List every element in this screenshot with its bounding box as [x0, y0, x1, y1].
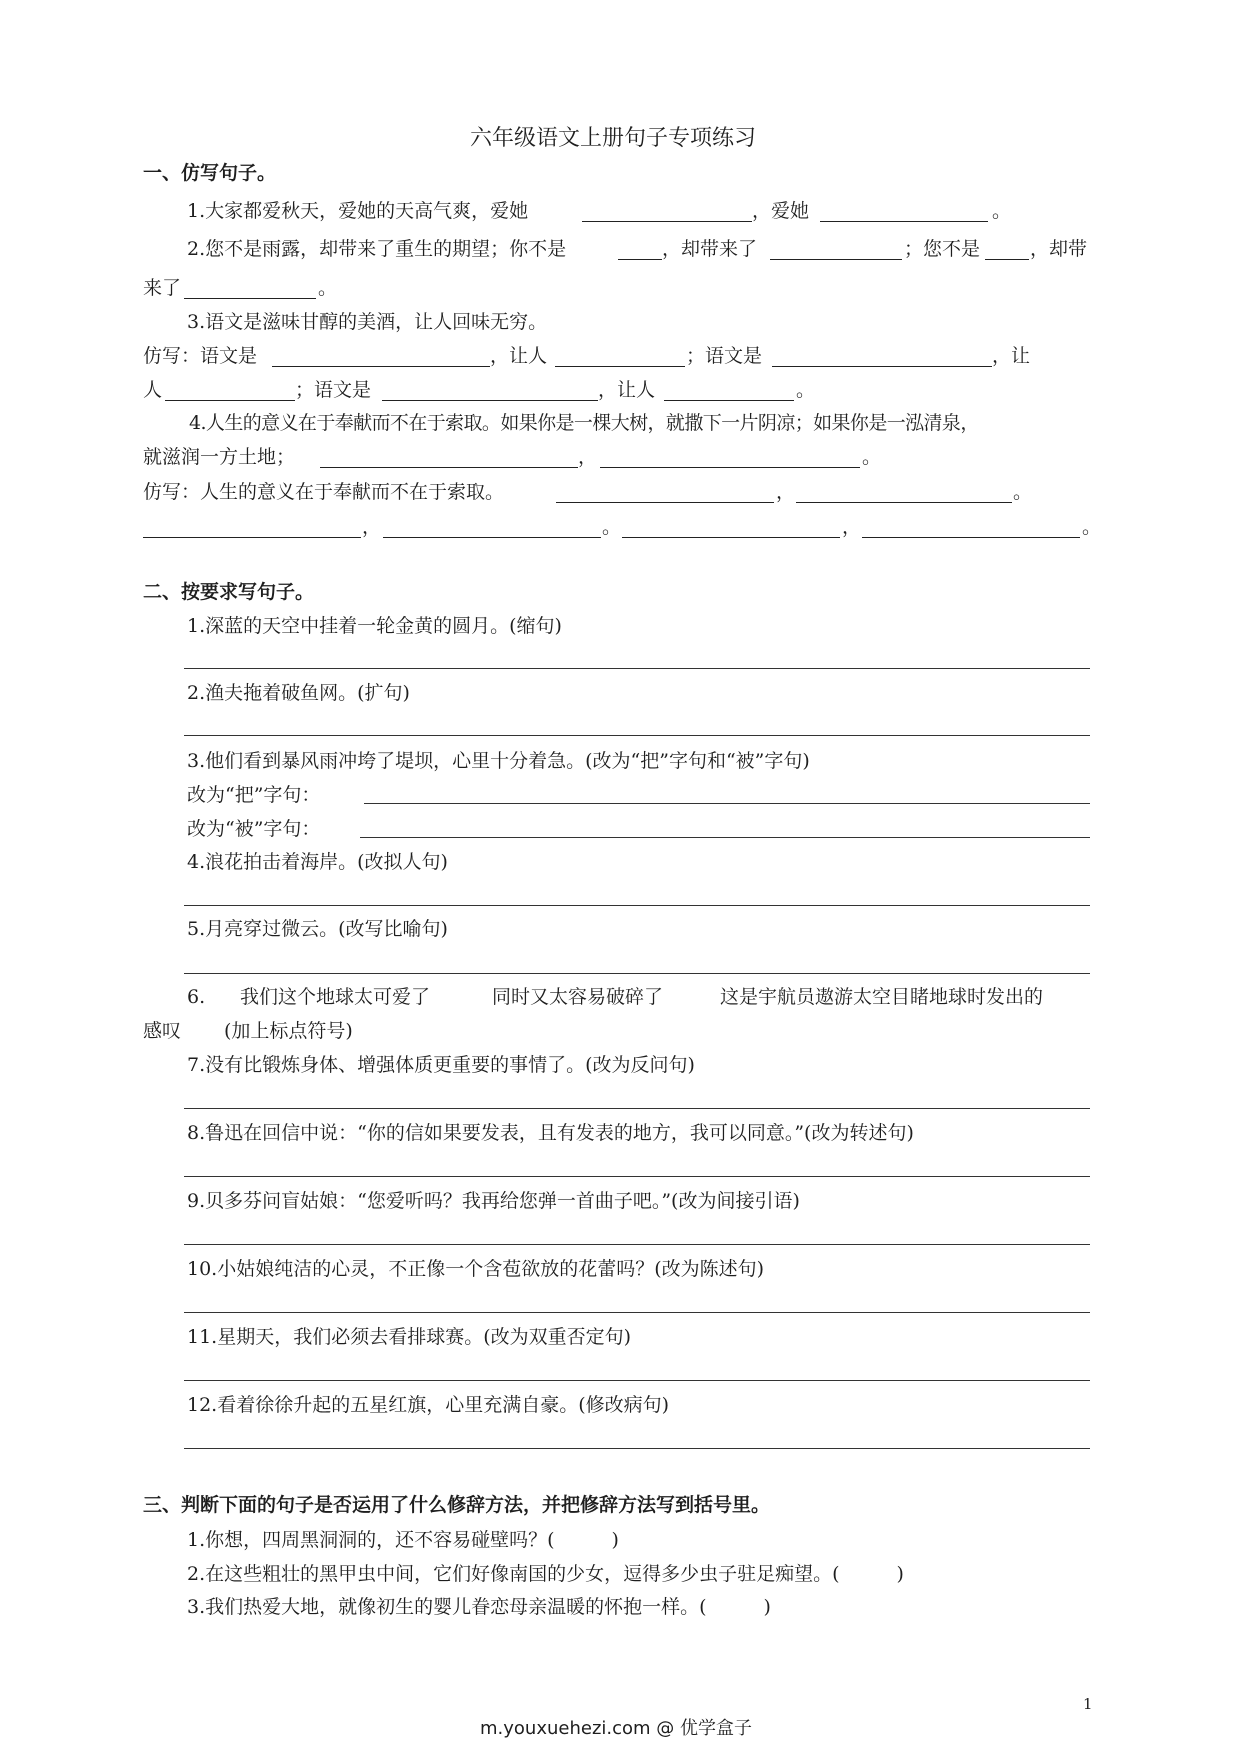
- s1-q4-l2c: 。: [862, 446, 882, 468]
- s1-q4-l4a: ，: [362, 516, 382, 538]
- section-3-heading: 三、判断下面的句子是否运用了什么修辞方法，并把修辞方法写到括号里。: [143, 1494, 771, 1516]
- s2-q8-text: 8.鲁迅在回信中说：“你的信如果要发表，且有发表的地方，我可以同意。”(改为转述句): [187, 1122, 914, 1144]
- page-title: 六年级语文上册句子专项练习: [470, 126, 757, 151]
- s3-q1-text: 1.你想，四周黑洞洞的，还不容易碰壁吗？( ): [187, 1529, 619, 1551]
- s3-q3-text: 3.我们热爱大地，就像初生的婴儿眷恋母亲温暖的怀抱一样。( ): [187, 1596, 771, 1618]
- s1-q4-l2b: ，: [578, 446, 598, 468]
- s1-q4-l4c: ，: [842, 516, 862, 538]
- s2-q10-text: 10.小姑娘纯洁的心灵，不正像一个含苞欲放的花蕾吗？(改为陈述句): [187, 1258, 765, 1280]
- s1-q4-l1: 4.人生的意义在于奉献而不在于索取。如果你是一棵大树，就撒下一片阴凉；如果你是一泓清泉，: [189, 412, 979, 434]
- s1-q4-l2a: 就滋润一方土地；: [143, 446, 296, 468]
- s1-q2-blank-2[interactable]: [770, 259, 902, 260]
- s1-q3-blank-3[interactable]: [772, 366, 992, 367]
- s1-q3-l2a: 人: [143, 379, 163, 401]
- s2-q9-answer-line[interactable]: [184, 1244, 1090, 1245]
- s2-q4-text: 4.浪花拍击着海岸。(改拟人句): [187, 851, 448, 873]
- s2-q2-text: 2.渔夫拖着破鱼网。(扩句): [187, 682, 410, 704]
- s1-q4-blank-7[interactable]: [622, 537, 840, 538]
- s1-q2-text-c: ；您不是: [904, 238, 981, 260]
- s2-q3a-label: 改为“把”字句：: [187, 784, 321, 806]
- s1-q3-l2d: 。: [796, 379, 816, 401]
- s2-q6-part-d: 感叹: [143, 1020, 182, 1042]
- s1-q4-l3b: ，: [776, 481, 796, 503]
- s3-q2-text: 2.在这些粗壮的黑甲虫中间，它们好像南国的少女，逗得多少虫子驻足痴望。( ): [187, 1563, 904, 1585]
- s2-q6-instruction: (加上标点符号): [224, 1020, 353, 1042]
- s1-q4-blank-6[interactable]: [383, 537, 601, 538]
- s1-q4-blank-5[interactable]: [143, 537, 361, 538]
- s2-q6-part-b: 同时又太容易破碎了: [492, 986, 664, 1008]
- s1-q4-l3c: 。: [1013, 481, 1033, 503]
- s1-q1-blank-1[interactable]: [582, 221, 752, 222]
- s1-q3-l2b: ；语文是: [295, 379, 372, 401]
- s1-q4-l4d: 。: [1082, 516, 1102, 538]
- s1-q2-blank-4[interactable]: [184, 298, 316, 299]
- s1-q3-l1b: ，让人: [490, 345, 548, 367]
- s1-q3-blank-2[interactable]: [555, 366, 685, 367]
- s1-q3-l2c: ，让人: [598, 379, 656, 401]
- s2-q5-text: 5.月亮穿过微云。(改写比喻句): [187, 918, 448, 940]
- s1-q4-l4b: 。: [602, 516, 622, 538]
- s2-q2-answer-line[interactable]: [184, 735, 1090, 736]
- s1-q3-blank-4[interactable]: [165, 400, 295, 401]
- s1-q3-l1d: ，让: [992, 345, 1031, 367]
- s1-q1-text-a: 1.大家都爱秋天，爱她的天高气爽，爱她: [187, 200, 529, 222]
- footer-watermark: m.youxuehezi.com @ 优学盒子: [480, 1718, 753, 1739]
- s2-q7-text: 7.没有比锻炼身体、增强体质更重要的事情了。(改为反问句): [187, 1054, 695, 1076]
- s2-q7-answer-line[interactable]: [184, 1108, 1090, 1109]
- s1-q2-text-d: ，却带: [1030, 238, 1088, 260]
- s1-q1-text-c: 。: [992, 200, 1012, 222]
- s1-q1-text-b: ，爱她: [752, 200, 810, 222]
- s1-q4-blank-4[interactable]: [796, 502, 1012, 503]
- s2-q6-part-a: 我们这个地球太可爱了: [240, 986, 431, 1008]
- s2-q6-number: 6.: [187, 986, 206, 1008]
- s1-q3-blank-6[interactable]: [664, 400, 794, 401]
- s1-q3-l1c: ；语文是: [686, 345, 763, 367]
- s1-q4-l3a: 仿写：人生的意义在于奉献而不在于索取。: [143, 481, 505, 503]
- s1-q3-blank-1[interactable]: [272, 366, 490, 367]
- s1-q3-text: 3.语文是滋味甘醇的美酒，让人回味无穷。: [187, 311, 548, 333]
- s2-q11-answer-line[interactable]: [184, 1380, 1090, 1381]
- s2-q3b-label: 改为“被”字句：: [187, 818, 321, 840]
- s2-q12-text: 12.看着徐徐升起的五星红旗，心里充满自豪。(修改病句): [187, 1394, 670, 1416]
- s1-q4-blank-1[interactable]: [320, 467, 578, 468]
- s1-q4-blank-3[interactable]: [556, 502, 774, 503]
- s1-q3-blank-5[interactable]: [382, 400, 598, 401]
- s2-q11-text: 11.星期天，我们必须去看排球赛。(改为双重否定句): [187, 1326, 632, 1348]
- s2-q9-text: 9.贝多芬问盲姑娘：“您爱听吗？我再给您弹一首曲子吧。”(改为间接引语): [187, 1190, 800, 1212]
- s2-q5-answer-line[interactable]: [184, 973, 1090, 974]
- s1-q3-l1a: 仿写：语文是: [143, 345, 258, 367]
- s1-q2-text-e: 来了: [143, 277, 182, 299]
- s1-q2-blank-3[interactable]: [985, 259, 1029, 260]
- s1-q2-text-a: 2.您不是雨露，却带来了重生的期望；你不是: [187, 238, 567, 260]
- s2-q1-answer-line[interactable]: [184, 668, 1090, 669]
- s1-q2-text-b: ，却带来了: [662, 238, 758, 260]
- s2-q3b-answer-line[interactable]: [360, 837, 1090, 838]
- s2-q4-answer-line[interactable]: [184, 905, 1090, 906]
- s1-q4-blank-8[interactable]: [862, 537, 1080, 538]
- s1-q2-text-f: 。: [318, 277, 338, 299]
- page-number: 1: [1083, 1695, 1093, 1713]
- s2-q6-part-c: 这是宇航员遨游太空目睹地球时发出的: [720, 986, 1044, 1008]
- section-1-heading: 一、仿写句子。: [143, 162, 277, 184]
- s2-q3-text: 3.他们看到暴风雨冲垮了堤坝，心里十分着急。(改为“把”字句和“被”字句): [187, 750, 810, 772]
- s2-q1-text: 1.深蓝的天空中挂着一轮金黄的圆月。(缩句): [187, 615, 562, 637]
- section-2-heading: 二、按要求写句子。: [143, 581, 315, 603]
- s2-q10-answer-line[interactable]: [184, 1312, 1090, 1313]
- s1-q4-blank-2[interactable]: [600, 467, 860, 468]
- s1-q2-blank-1[interactable]: [618, 259, 662, 260]
- s1-q1-blank-2[interactable]: [820, 221, 988, 222]
- s2-q3a-answer-line[interactable]: [364, 803, 1090, 804]
- s2-q12-answer-line[interactable]: [184, 1448, 1090, 1449]
- s2-q8-answer-line[interactable]: [184, 1176, 1090, 1177]
